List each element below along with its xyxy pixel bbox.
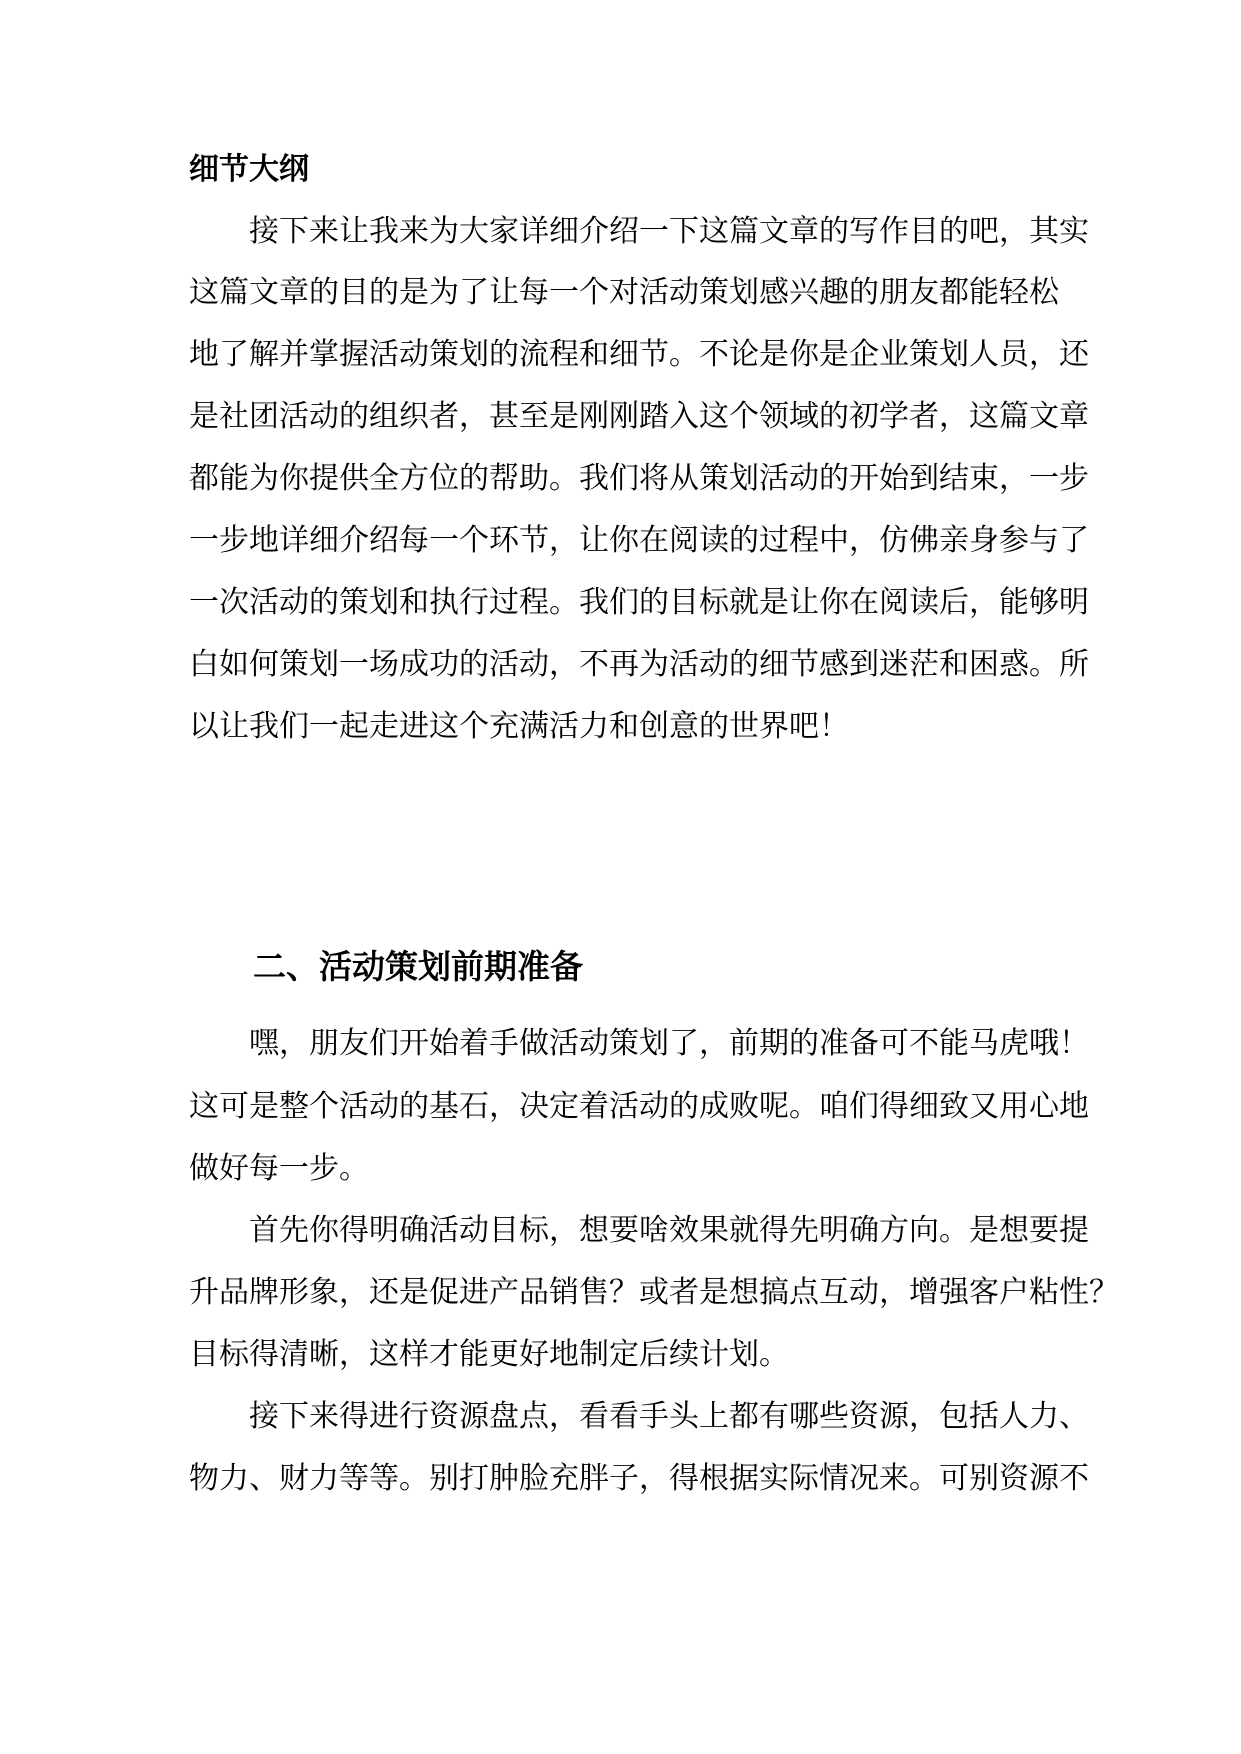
- paragraph-line: 都能为你提供全方位的帮助。我们将从策划活动的开始到结束，一步: [189, 461, 1089, 496]
- paragraph-line: 地了解并掌握活动策划的流程和细节。不论是你是企业策划人员，还: [189, 337, 1089, 372]
- paragraph-line: 升品牌形象，还是促进产品销售？或者是想搞点互动，增强客户粘性？: [189, 1275, 1119, 1310]
- paragraph-line: 这可是整个活动的基石，决定着活动的成败呢。咱们得细致又用心地: [189, 1089, 1089, 1124]
- paragraph-line: 目标得清晰，这样才能更好地制定后续计划。: [189, 1337, 789, 1372]
- paragraph-line: 一步地详细介绍每一个环节，让你在阅读的过程中，仿佛亲身参与了: [189, 523, 1089, 558]
- paragraph-line: 首先你得明确活动目标，想要啥效果就得先明确方向。是想要提: [249, 1213, 1089, 1248]
- paragraph-line: 这篇文章的目的是为了让每一个对活动策划感兴趣的朋友都能轻松: [189, 275, 1059, 310]
- paragraph-line: 白如何策划一场成功的活动，不再为活动的细节感到迷茫和困惑。所: [189, 647, 1089, 682]
- section-heading: 二、活动策划前期准备: [253, 947, 583, 986]
- paragraph-line: 嘿，朋友们开始着手做活动策划了，前期的准备可不能马虎哦！: [249, 1026, 1089, 1061]
- paragraph-line: 一次活动的策划和执行过程。我们的目标就是让你在阅读后，能够明: [189, 585, 1089, 620]
- paragraph-line: 是社团活动的组织者，甚至是刚刚踏入这个领域的初学者，这篇文章: [189, 399, 1089, 434]
- paragraph-line: 物力、财力等等。别打肿脸充胖子，得根据实际情况来。可别资源不: [189, 1461, 1089, 1496]
- outline-title: 细节大纲: [189, 152, 309, 187]
- paragraph-line: 接下来得进行资源盘点，看看手头上都有哪些资源，包括人力、: [249, 1399, 1089, 1434]
- paragraph-line: 以让我们一起走进这个充满活力和创意的世界吧！: [189, 709, 849, 744]
- paragraph-line: 接下来让我来为大家详细介绍一下这篇文章的写作目的吧，其实: [249, 214, 1089, 249]
- paragraph-line: 做好每一步。: [189, 1151, 369, 1186]
